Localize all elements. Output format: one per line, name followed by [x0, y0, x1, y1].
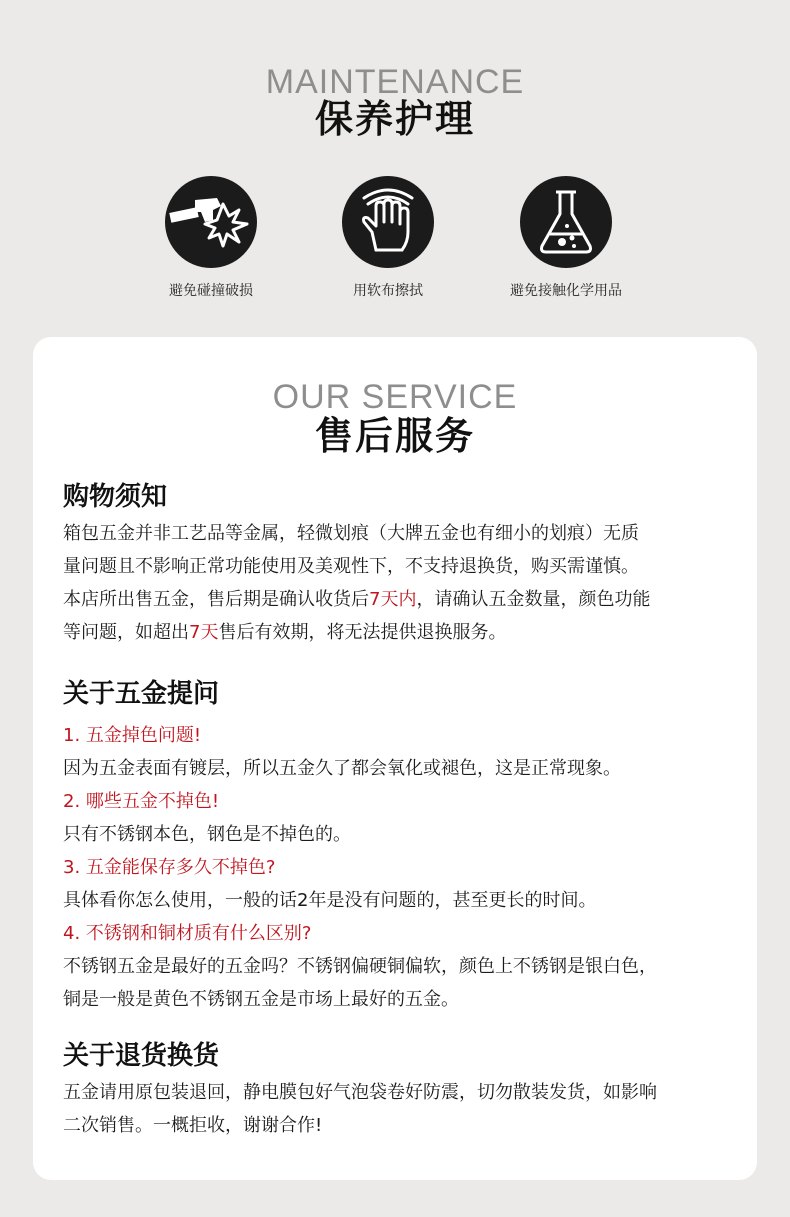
return-period-highlight: 7天 [189, 622, 219, 643]
faq-question: 2. 哪些五金不掉色! [63, 791, 220, 812]
faq-list [63, 719, 743, 1016]
faq-answer: 具体看你怎么使用，一般的话2年是没有问题的，甚至更长的时间。 [63, 890, 597, 911]
shopping-line [63, 616, 743, 649]
service-zh-title: 售后服务 [314, 414, 475, 458]
care-item-label: 避免接触化学用品 [510, 283, 622, 299]
faq-answer: 不锈钢五金是最好的五金吗？不锈钢偏硬铜偏软，颜色上不锈钢是银白色， [63, 956, 657, 977]
returns-line: 二次销售。一概拒收，谢谢合作! [63, 1115, 323, 1136]
care-item-label: 用软布擦拭 [353, 283, 423, 299]
returns-line: 五金请用原包装退回，静电膜包好气泡袋卷好防震，切勿散装发货，如影响 [63, 1082, 657, 1103]
hammer-impact-icon [165, 176, 257, 268]
faq-answer: 只有不锈钢本色，钢色是不掉色的。 [63, 824, 351, 845]
returns-heading: 关于退货换货 [63, 1041, 220, 1071]
care-item-label: 避免碰撞破损 [169, 283, 253, 299]
text-segment: 本店所出售五金，售后期是确认收货后 [63, 589, 369, 610]
faq-answer: 铜是一般是黄色不锈钢五金是市场上最好的五金。 [63, 989, 459, 1010]
shopping-line: 量问题且不影响正常功能使用及美观性下，不支持退换货，购买需谨慎。 [63, 556, 639, 577]
text-segment: 等问题，如超出 [63, 622, 189, 643]
shopping-line: 箱包五金并非工艺品等金属，轻微划痕（大牌五金也有细小的划痕）无质 [63, 523, 639, 544]
faq-answer: 因为五金表面有镀层，所以五金久了都会氧化或褪色，这是正常现象。 [63, 758, 621, 779]
service-en-title: OUR SERVICE [272, 378, 518, 416]
maintenance-en-title: MAINTENANCE [265, 63, 525, 101]
faq-question: 3. 五金能保存多久不掉色? [63, 857, 276, 878]
text-segment: 售后有效期，将无法提供退换服务。 [218, 622, 507, 643]
shopping-notice-heading: 购物须知 [63, 482, 168, 512]
text-segment: ，请确认五金数量，颜色功能 [416, 589, 651, 610]
maintenance-zh-title: 保养护理 [314, 97, 475, 141]
return-period-highlight: 7天内 [369, 589, 417, 610]
faq-question: 1. 五金掉色问题! [63, 725, 202, 746]
returns-text [63, 1076, 743, 1142]
faq-heading: 关于五金提问 [63, 679, 220, 709]
care-item-soft-cloth [298, 176, 478, 300]
care-item-avoid-chemicals [476, 176, 656, 300]
care-item-avoid-impact [121, 176, 301, 300]
flask-chemical-icon [520, 176, 612, 268]
shopping-line [63, 583, 743, 616]
shopping-notice-text [63, 517, 743, 649]
hand-wipe-icon [342, 176, 434, 268]
faq-question: 4. 不锈钢和铜材质有什么区别? [63, 923, 312, 944]
